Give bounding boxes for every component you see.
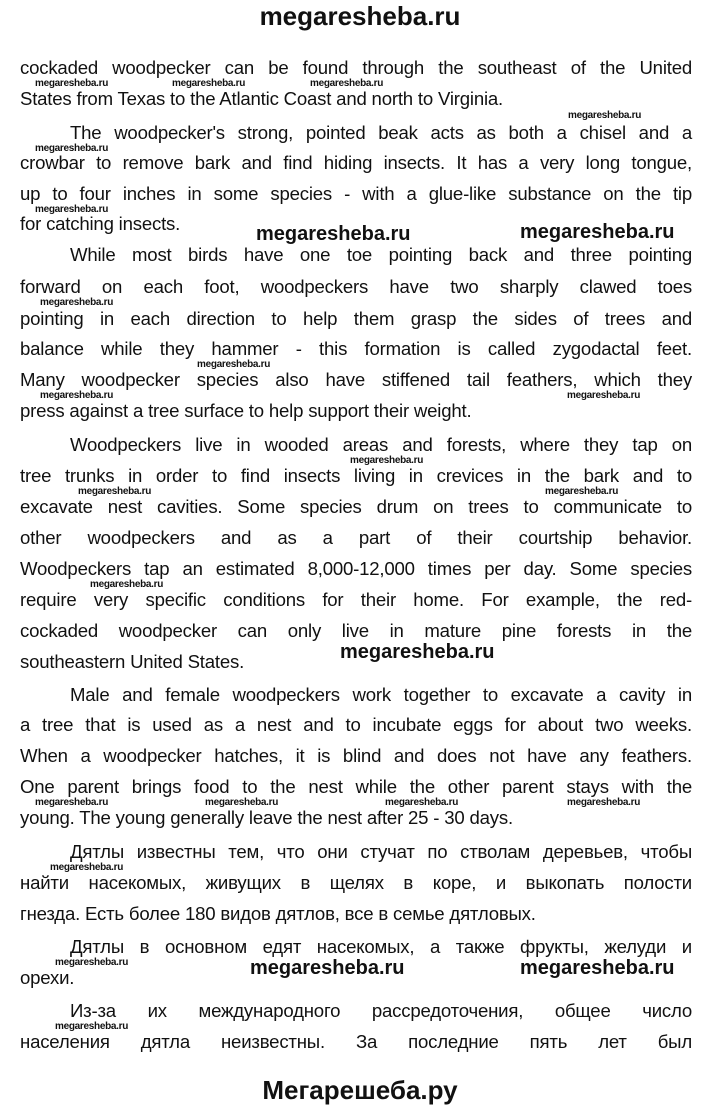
- site-footer-watermark: Мегарешеба.ру: [262, 1075, 458, 1105]
- watermark: megaresheba.ru: [35, 797, 109, 808]
- watermark: megaresheba.ru: [40, 390, 114, 401]
- text-line: Male and female woodpeckers work together to excavate a cavity in: [70, 684, 692, 705]
- watermark: megaresheba.ru: [55, 957, 129, 968]
- text-line: Woodpeckers tap an estimated 8,000-12,000 times per day. Some species: [20, 558, 692, 579]
- watermark: megaresheba.ru: [567, 797, 641, 808]
- watermark: megaresheba.ru: [172, 78, 246, 89]
- watermark: megaresheba.ru: [567, 390, 641, 401]
- text-line: States from Texas to the Atlantic Coast and north to Virginia.: [20, 88, 504, 109]
- watermark: megaresheba.ru: [35, 143, 109, 154]
- text-line: While most birds have one toe pointing back and three pointing: [70, 244, 692, 265]
- text-line: young. The young generally leave the nest after 25 - 30 days.: [20, 807, 513, 828]
- watermark-large: megaresheba.ru: [256, 223, 411, 245]
- watermark: megaresheba.ru: [50, 862, 124, 873]
- text-line: One parent brings food to the nest while the other parent stays with the: [20, 776, 692, 797]
- text-line: forward on each foot, woodpeckers have two sharply clawed toes: [20, 276, 692, 297]
- watermark: megaresheba.ru: [35, 78, 109, 89]
- text-line: a tree that is used as a nest and to incubate eggs for about two weeks.: [20, 714, 692, 735]
- text-line: tree trunks in order to find insects living in crevices in the bark and to: [20, 465, 692, 486]
- text-line: найти насекомых, живущих в щелях в коре, и выкопать полости: [20, 872, 692, 893]
- watermark-large: megaresheba.ru: [520, 221, 675, 243]
- text-line: cockaded woodpecker can be found through the southeast of the United: [20, 57, 692, 78]
- site-header-watermark: megaresheba.ru: [259, 1, 461, 31]
- watermark-large: megaresheba.ru: [340, 641, 495, 663]
- watermark: megaresheba.ru: [40, 297, 114, 308]
- watermark: megaresheba.ru: [197, 359, 271, 370]
- text-line: Дятлы в основном едят насекомых, а также фрукты, желуди и: [70, 936, 692, 957]
- text-line: excavate nest cavities. Some species drum on trees to communicate to: [20, 496, 692, 517]
- text-line: require very specific conditions for their home. For example, the red-: [20, 589, 692, 610]
- text-line: crowbar to remove bark and find hiding insects. It has a very long tongue,: [20, 152, 692, 173]
- watermark: megaresheba.ru: [568, 110, 642, 121]
- text-line: pointing in each direction to help them grasp the sides of trees and: [20, 308, 692, 329]
- text-line: Дятлы известны тем, что они стучат по стволам деревьев, чтобы: [70, 841, 692, 862]
- watermark: megaresheba.ru: [55, 1021, 129, 1032]
- text-line: населения дятла неизвестны. За последние пять лет был: [20, 1031, 692, 1052]
- text-line: The woodpecker's strong, pointed beak acts as both a chisel and a: [70, 122, 692, 143]
- text-line: other woodpeckers and as a part of their courtship behavior.: [20, 527, 692, 548]
- text-line: When a woodpecker hatches, it is blind and does not have any feathers.: [20, 745, 692, 766]
- text-line: Many woodpecker species also have stiffened tail feathers, which they: [20, 369, 692, 390]
- text-line: cockaded woodpecker can only live in mature pine forests in the: [20, 620, 692, 641]
- text-line: Из-за их международного рассредоточения, общее число: [70, 1000, 692, 1021]
- text-line: southeastern United States.: [20, 651, 245, 672]
- watermark: megaresheba.ru: [35, 204, 109, 215]
- watermark: megaresheba.ru: [310, 78, 384, 89]
- watermark: megaresheba.ru: [545, 486, 619, 497]
- watermark: megaresheba.ru: [350, 455, 424, 466]
- text-line: Woodpeckers live in wooded areas and forests, where they tap on: [70, 434, 692, 455]
- text-line: press against a tree surface to help support their weight.: [20, 400, 472, 421]
- watermark: megaresheba.ru: [205, 797, 279, 808]
- text-line: for catching insects.: [20, 213, 181, 234]
- watermark: megaresheba.ru: [78, 486, 152, 497]
- text-line: up to four inches in some species - with a glue-like substance on the tip: [20, 183, 692, 204]
- text-line: орехи.: [20, 967, 75, 988]
- watermark: megaresheba.ru: [385, 797, 459, 808]
- text-line: balance while they hammer - this formation is called zygodactal feet.: [20, 338, 692, 359]
- watermark-large: megaresheba.ru: [520, 957, 675, 979]
- watermark-large: megaresheba.ru: [250, 957, 405, 979]
- watermark: megaresheba.ru: [90, 579, 164, 590]
- text-line: гнезда. Есть более 180 видов дятлов, все в семье дятловых.: [20, 903, 536, 924]
